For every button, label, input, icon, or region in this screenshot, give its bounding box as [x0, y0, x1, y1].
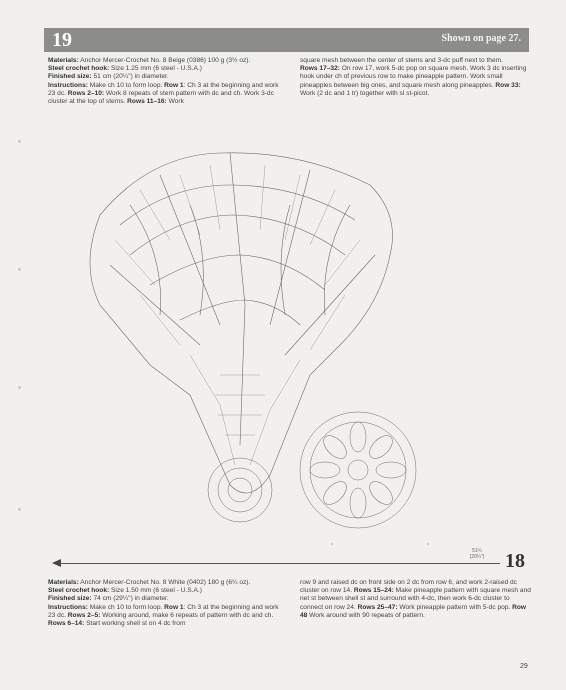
instructions-line: Instructions: Make ch 10 to form loop. Row 1: Ch 3 at the beginning and work 23 dc. Rows 2–5: Working around, make 6 repeats of pattern with dc and ch. Rows 6–14: Start working shell st on 4 dc from — [48, 603, 279, 628]
chart-outline — [90, 153, 393, 493]
instructions-continued: square mesh between the center of stems and 3-dc puff next to them. — [300, 57, 503, 64]
page-mark — [18, 508, 21, 511]
materials-line: Materials: Anchor Mercer-Crochet No. 8 Beige (0386) 100 g (3½ oz). — [48, 57, 251, 64]
hook-line: Steel crochet hook: Size 1.50 mm (6 steel - U.S.A.) — [48, 587, 202, 595]
pattern-number: 19 — [52, 29, 72, 51]
instructions-line: Instructions: Make ch 10 to form loop. Row 1: Ch 3 at the beginning and work 23 dc. Rows 2–10: Work 8 repeats of stem pattern with dc and ch. Work 3-dc cluster at the top of stems. Rows 11–16: Work — [48, 81, 279, 106]
shown-on-page-reference: Shown on page 27. — [441, 33, 521, 44]
page-mark — [18, 386, 21, 389]
pattern-19-instructions-left — [48, 57, 286, 106]
rows-continued-instructions: row 9 and raised dc on front side on 2 dc from row 6, and work 2-raised dc cluster on row 14. Rows 15–24: Make pineapple pattern with square mesh and net st between shell st and surround with 4-dc, then work 6-dc cluster to connect on row 24. Rows 25–47: Work pineapple pattern with 5-dc pop. Row 48 Work around with 90 repeats of pattern. — [300, 579, 531, 619]
pattern-header-bar — [44, 28, 529, 52]
finished-size-line: Finished size: 74 cm (29¼") in diameter. — [48, 595, 169, 603]
rows-17-33-instructions: Rows 17–32: On row 17, work 5-dc pop on square mesh. Work 3 dc inserting hook under ch of previous row to make pineapple pattern. Work small pineapples between big ones, and square mesh along pineapples. Row 33: Work (2 dc and 1 tr) together with sl st-picot. — [300, 65, 527, 97]
scale-bar — [332, 543, 428, 545]
pattern-18-instructions-left — [48, 579, 286, 628]
page-number: 29 — [520, 663, 528, 670]
crochet-chart-diagram — [70, 145, 430, 545]
chart-center-rings — [208, 458, 272, 522]
page-mark — [18, 268, 21, 271]
scale-label-cm: 51¼ — [472, 548, 482, 554]
page-mark — [18, 140, 21, 143]
pattern-18-instructions-right — [300, 579, 532, 620]
materials-line: Materials: Anchor Mercer-Crochet No. 8 White (0402) 180 g (6¼ oz). — [48, 579, 251, 586]
pattern-number-18: 18 — [505, 550, 525, 572]
small-doily-diagram — [300, 412, 416, 528]
chart-stitch-lines — [115, 165, 360, 465]
finished-size-line: Finished size: 51 cm (20¼") in diameter. — [48, 73, 169, 81]
hook-line: Steel crochet hook: Size 1.25 mm (6 steel - U.S.A.) — [48, 65, 202, 73]
scale-label-inch: (20¼") — [469, 554, 485, 560]
pattern-19-instructions-right — [300, 57, 532, 98]
section-divider — [60, 563, 500, 564]
